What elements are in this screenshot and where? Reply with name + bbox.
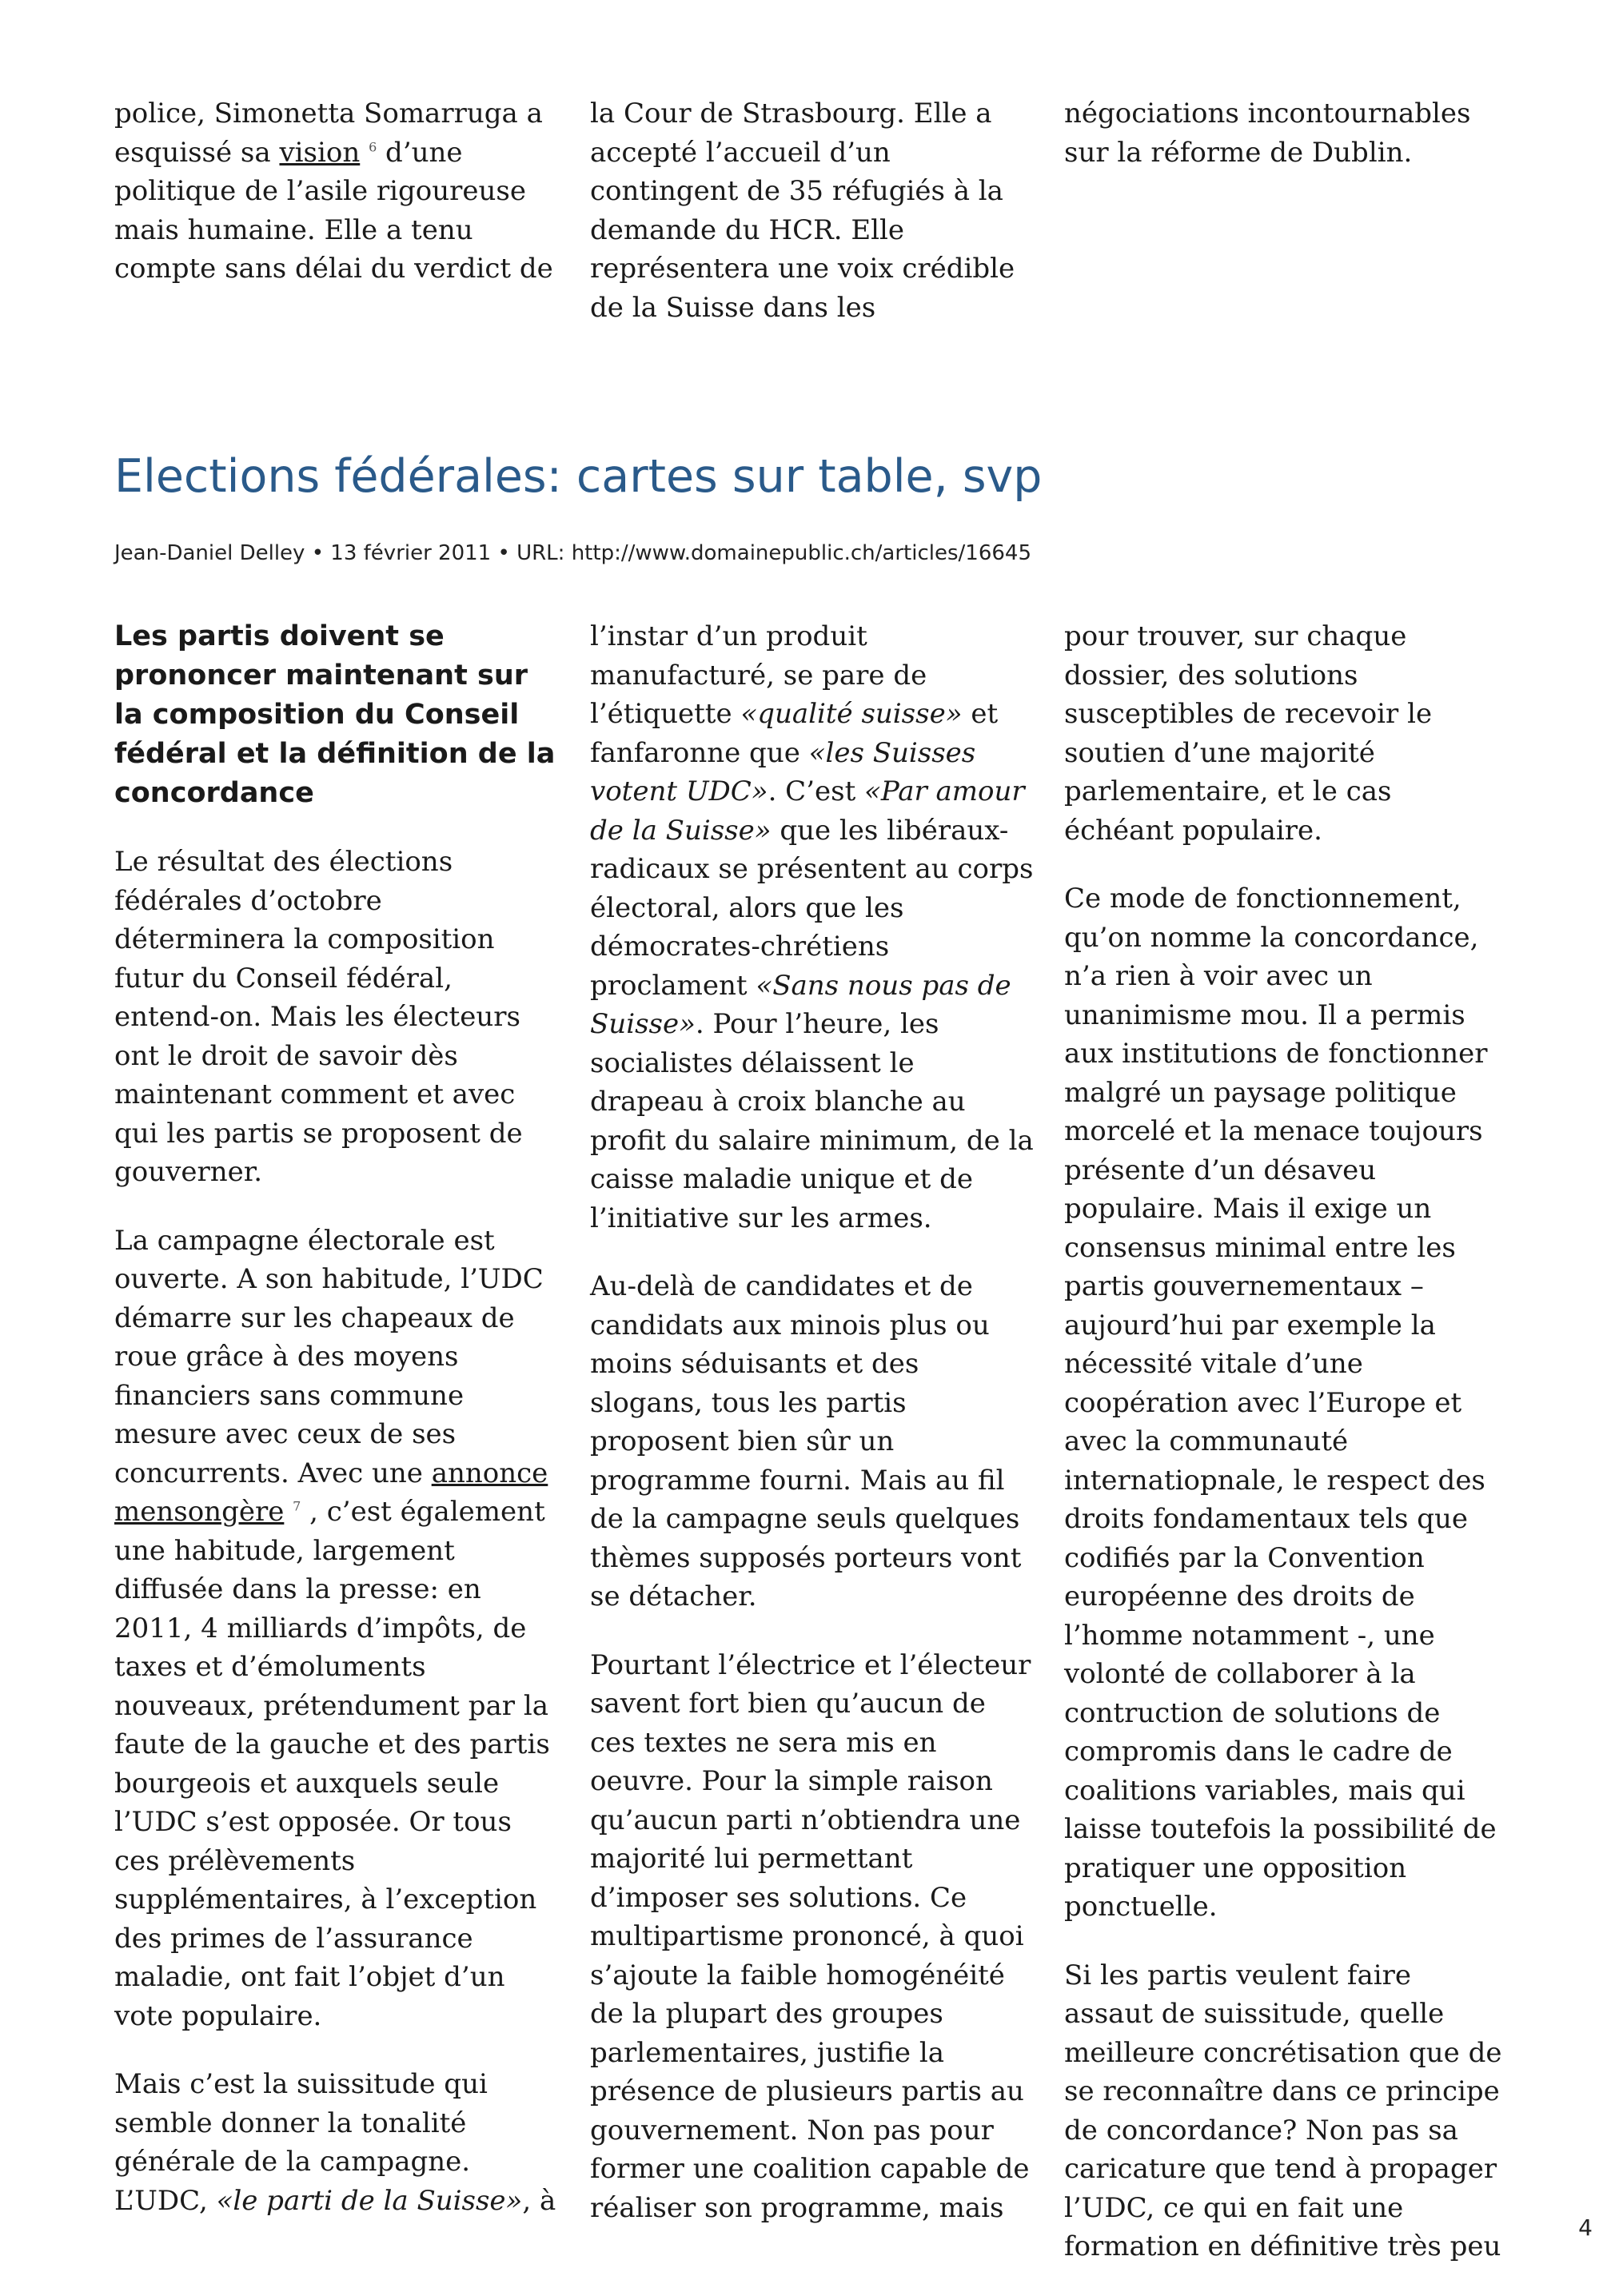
prev-article-column-1 (114, 94, 558, 318)
annonce-mensongere-link[interactable]: annonce mensongère (114, 1457, 548, 1528)
prev-article-column-2 (590, 94, 1034, 357)
article-title: Elections fédérales: cartes sur table, svp (114, 450, 1043, 503)
article-paragraph: pour trouver, sur chaque dossier, des solutions susceptibles de recevoir le soutien d’une majorité parlementaire, et le cas échéant populaire. (1064, 620, 1433, 847)
article-byline: Jean-Daniel Delley • 13 février 2011 • URL: http://www.domainepublic.ch/articles/16645 (114, 541, 1031, 565)
article-column-1 (114, 617, 558, 2250)
article-lead: Les partis doivent se prononcer maintenant sur la composition du Conseil fédéral et la définition de la concordance (114, 620, 556, 809)
footnote-ref: 7 (293, 1498, 301, 1514)
prev-article-paragraph: police, Simonetta Somarruga a esquissé sa vision $^6$ d’une politique de l’asile rigoureuse mais humaine. Elle a tenu compte sans délai du verdict de (114, 98, 553, 285)
article-paragraph: Ce mode de fonctionnement, qu’on nomme la concordance, n’a rien à voir avec un unanimisme mou. Il a permis aux institutions de fonctionner malgré un paysage politique morcelé et la menace toujours présente d’un désaveu populaire. Mais il exige un consensus minimal entre les partis gouvernementaux – aujourd’hui par exemple la nécessité vitale d’une coopération avec l’Europe et avec la communauté internatiopnale, le respect des droits fondamentaux tels que codifiés par la Convention européenne des droits de l’homme notamment -, une volonté de collaborer à la contruction de solutions de compromis dans le cadre de coalitions variables, mais qui laisse toutefois la possibilité de pratiquer une opposition ponctuelle. (1064, 883, 1497, 1923)
article-column-3 (1064, 617, 1508, 2296)
vision-link[interactable]: vision (279, 136, 361, 169)
page-number: 4 (1578, 2214, 1593, 2241)
article-paragraph: Mais c’est la suissitude qui semble donner la tonalité générale de la campagne. L’UDC, «le parti de la Suisse», à (114, 2068, 556, 2217)
prev-article-paragraph: la Cour de Strasbourg. Elle a accepté l’accueil d’un contingent de 35 réfugiés à la demande du HCR. Elle représentera une voix crédible de la Suisse dans les (590, 98, 1015, 324)
article-paragraph: Pourtant l’électrice et l’électeur savent fort bien qu’aucun de ces textes ne sera mis en oeuvre. Pour la simple raison qu’aucun parti n’obtiendra une majorité lui permettant d’imposer ses solutions. Ce multipartisme prononcé, à quoi s’ajoute la faible homogénéité de la plupart des groupes parlementaires, justifie la présence de plusieurs partis au gouvernement. Non pas pour former une coalition capable de réaliser son programme, mais (590, 1648, 1031, 2224)
article-paragraph: La campagne électorale est ouverte. A son habitude, l’UDC démarre sur les chapeaux de roue grâce à des moyens financiers sans commune mesure avec ceux de ses concurrents. Avec une annonce mensongère $^7$ , c’est également une habitude, largement diffusée dans la presse: en 2011, 4 milliards d’impôts, de taxes et d’émoluments nouveaux, prétendument par la faute de la gauche et des partis bourgeois et auxquels seule l’UDC s’est opposée. Or tous ces prélèvements supplémentaires, à l’exception des primes de l’assurance maladie, ont fait l’objet d’un vote populaire. (114, 1224, 550, 2032)
article-paragraph: Si les partis veulent faire assaut de suissitude, quelle meilleure concrétisation que de se reconnaître dans ce principe de concordance? Non pas sa caricature que tend à propager l’UDC, ce qui en fait une formation en définitive très peu (1064, 1959, 1502, 2262)
prev-article-paragraph: négociations incontournables sur la réforme de Dublin. (1064, 98, 1471, 169)
article-paragraph: Le résultat des élections fédérales d’octobre déterminera la composition futur du Conseil fédéral, entend-on. Mais les électeurs ont le droit de savoir dès maintenant comment et avec qui les partis se proposent de gouverner. (114, 846, 523, 1188)
footnote-ref: 6 (369, 139, 377, 155)
article-paragraph: Au-delà de candidates et de candidats aux minois plus ou moins séduisants et des slogans, tous les partis proposent bien sûr un programme fourni. Mais au fil de la campagne seuls quelques thèmes supposés porteurs vont se détacher. (590, 1270, 1022, 1612)
article-paragraph: l’instar d’un produit manufacturé, se pare de l’étiquette «qualité suisse» et fanfaronne que «les Suisses votent UDC». C’est «Par amour de la Suisse» que les libéraux-radicaux se présentent au corps électoral, alors que les démocrates-chrétiens proclament «Sans nous pas de Suisse». Pour l’heure, les socialistes délaissent le drapeau à croix blanche au profit du salaire minimum, de la caisse maladie unique et de l’initiative sur les armes. (590, 620, 1034, 1234)
prev-article-column-3 (1064, 94, 1508, 201)
article-column-2 (590, 617, 1034, 2257)
